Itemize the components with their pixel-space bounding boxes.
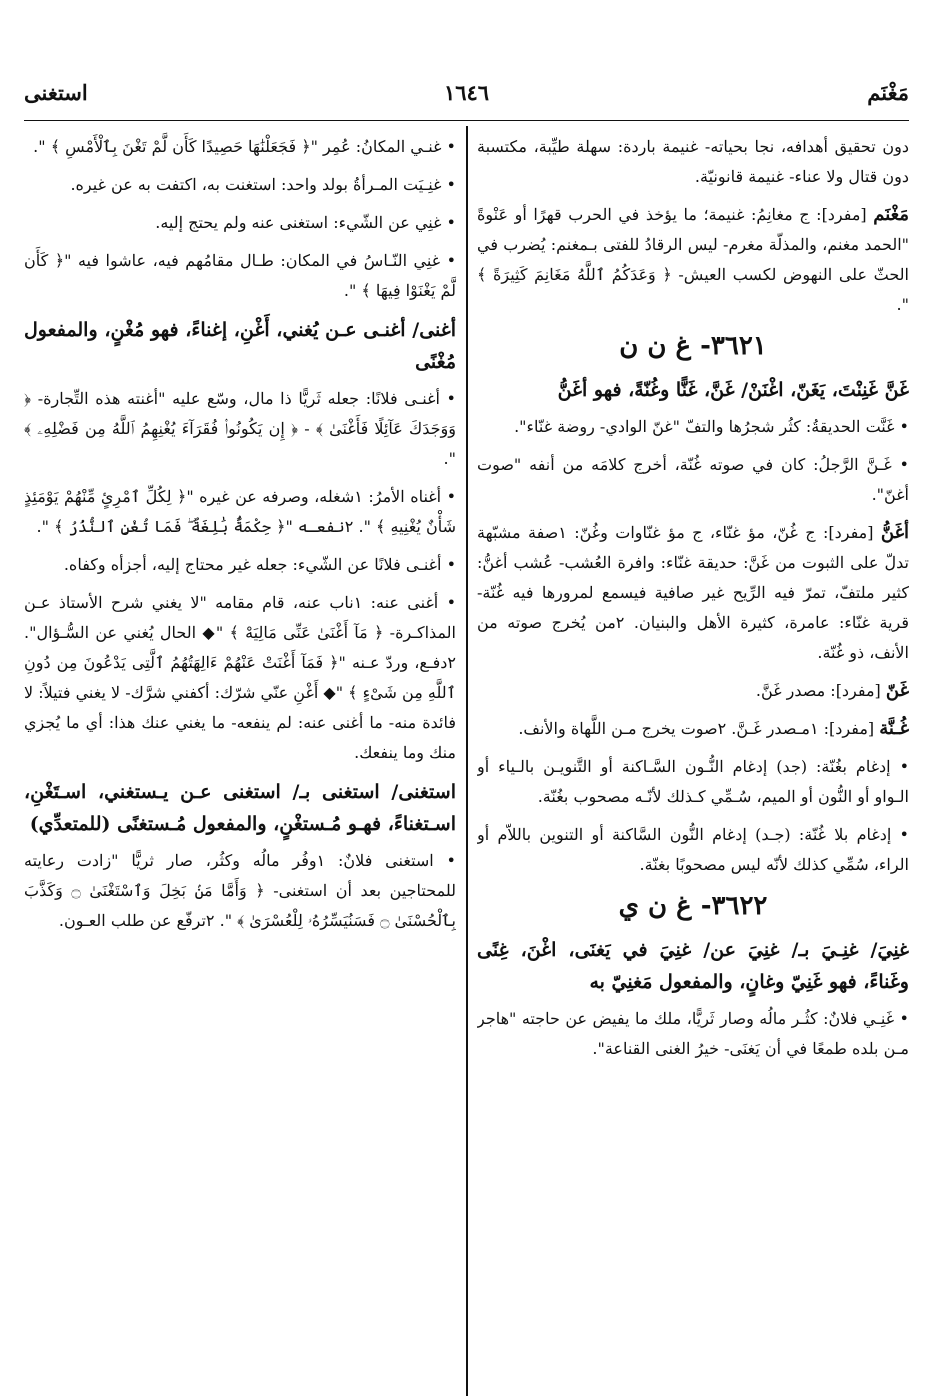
entry-headword: أغَنُّ <box>880 522 909 543</box>
definition-paragraph: • غَنَّت الحديقةُ: كثُر شجرُها والتفّ "غنّ الوادي- روضة غنّاء". <box>514 417 909 436</box>
definition-paragraph: دون تحقيق أهدافه، نجا بحياته- غنيمة باردة: سهلة طيِّبة، مكتسبة دون قتال ولا عناء- غنيمة قانونيّة. <box>477 137 909 186</box>
dictionary-entry <box>477 200 909 320</box>
definition-paragraph: • إدغام بغُنّة: (جد) إدغام النُّـون السَّـاكنة أو التَّنويـن بالـياء أو الـواو أو النُّون أو الميم، سُـمِّي كـذلك لأنّـه مصحوب بغُنّة. <box>477 757 909 806</box>
definition-paragraph: • أغنـى فلانًا عن الشّيء: جعله غير محتاج إليه، أجزأه وكفاه. <box>63 555 456 574</box>
verb-headline: غنِيَ/ غنِـيَ بـ/ غنِيَ عن/ غنِيَ في يَغنَى، اغْنَ، غِنًى وغَناءً، فهو غَنِيّ وغانٍ، والمفعول مَغنِيّ به <box>477 939 909 993</box>
header-first-word: مَغْنَم <box>867 80 909 105</box>
dictionary-entry <box>477 714 909 744</box>
definition-paragraph: • غنِـيَت المـرأةُ بولد واحد: استغنت به، اكتفت به عن غيره. <box>70 175 456 194</box>
definition-paragraph: • غنِي عن الشّيء: استغنى عنه ولم يحتج إليه. <box>155 213 456 232</box>
definition-paragraph: • غنِي النّـاسُ في المكان: طـال مقامُهم فيه، عاشوا فيه "﴿ كَأَن لَّمْ يَغْنَوْا فِيهَا ﴾ ". <box>24 251 456 300</box>
entry-headword: غُـنَّة <box>879 718 909 739</box>
entry-definition: [مفرد]: ج غُنّ، مؤ غنّاء، ج مؤ غنّاوات وغُنّ: ١صفة مشبّهة تدلّ على الثبوت من غَنَّ: حديقة غنّاء: وافرة العُشب- عُشب أغنُّ: كثير ملتفّ، تمرّ فيه الرِّيح غير صافية فيسمع لمرورها فيه غُنّة- قرية غنّاء: عامرة، كثيرة الأهل والبنيان. ٢من يُخرج صوته من الأنف، ذو غُنّة. <box>477 523 909 662</box>
entry-headword: مَغْنَم <box>873 204 909 225</box>
right-column <box>477 132 909 1377</box>
definition-paragraph: • استغنى فلانٌ: ١وفُر مالُه وكثُر، صار ثريًّا "زادت رعايته للمحتاجين بعد أن استغنى- ﴿ وَأَمَّا مَنۢ بَخِلَ وَٱسْتَغْنَىٰ ۝ وَكَذَّبَ بِٱلْحُسْنَىٰ ۝ فَسَنُيَسِّرُهُۥ لِلْعُسْرَىٰ ﴾ ". ٢ترفّع عن طلب العـون. <box>24 851 456 930</box>
definition-paragraph: • أغنـى فلانًا: جعله ثَريًّا ذا مال، وسّع عليه "أغنته هذه التِّجارة- ﴿ وَوَجَدَكَ عَآئِلًا فَأَغْنَىٰ ﴾ - ﴿ إِن يَكُونُوا۟ فُقَرَآءَ يُغْنِهِمُ ٱللَّهُ مِن فَضْلِهِۦ ﴾ ". <box>24 389 456 468</box>
verb-headline: غَنَّ غَنِنْتَ، يَغَنّ، اغْنَنْ/ غَنَّ، غَنًّا وغُنّةً، فهو أغَنُّ <box>557 379 909 401</box>
entry-definition: [مفرد]: مصدر غَنَّ. <box>755 681 886 700</box>
root-heading: ٣٦٢١- غ ن ن <box>619 331 767 361</box>
dictionary-entry <box>477 676 909 706</box>
entry-headword: غَنّ <box>885 680 909 701</box>
definition-paragraph: • غَـنَّ الرَّجلُ: كان في صوته غُنّة، أخرج كلامَه من أنفه "صوت أغنّ". <box>477 455 909 504</box>
entry-definition: [مفرد]: ج مغانِمُ: غنيمة؛ ما يؤخذ في الحرب قهرًا أو عَنْوةً "الحمد مغنم، والمذلّة مغرم- ليس الرقادُ للفتى بـمغنم: يُضرب في الحثّ على النهوض لكسب العيش- ﴿ وَعَدَكُمُ ٱللَّهُ مَغَانِمَ كَثِيرَةً ﴾ ". <box>477 205 909 314</box>
entry-definition: [مفرد]: ١مـصدر غَـنَّ. ٢صوت يخرج مـن اللَّهاة والأنف. <box>518 719 880 738</box>
definition-paragraph: • أغناه الأمرُ: ١شغله، وصرفه عن غيره "﴿ لِكُلِّ ٱمْرِئٍ مِّنْهُمْ يَوْمَئِذٍ شَأْنٌ يُغْنِيهِ ﴾ ". ٢نفعـه "﴿ حِكْمَةٌۢ بَٰلِغَةٌ ۖ فَمَا تُغْنِ ٱلنُّذُرُ ﴾ ". <box>24 487 456 536</box>
verb-headline: استغنى/ استغنى بـ/ استغنى عـن يـستغني، اسـتَغْنِ، اسـتغناءً، فهـو مُـستغْنٍ، والمفعول مُـستغنًى (للمتعدِّي) <box>24 781 456 835</box>
definition-paragraph: • غَنِـي فلانٌ: كثُـر مالُه وصار ثَريًّا، ملك ما يفيض عن حاجته "هاجر مـن بلده طمعًا في أن يَغنَى- خيرُ الغنى القناعة". <box>477 1009 909 1058</box>
header-last-word: استغنى <box>24 80 88 105</box>
root-heading: ٣٦٢٢- غ ن ي <box>618 891 768 921</box>
page-header <box>24 80 909 121</box>
definition-paragraph: • أغنى عنه: ١ناب عنه، قام مقامه "لا يغني شرح الأستاذ عـن المذاكـرة- ﴿ مَآ أَغْنَىٰ عَنِّى مَالِيَهْ ﴾ "◆ الحال يُغني عن السُّـؤال". ٢دفـع، وردّ عـنه "﴿ فَمَآ أَغْنَتْ عَنْهُمْ ءَالِهَتُهُمُ ٱلَّتِى يَدْعُونَ مِن دُونِ ٱللَّهِ مِن شَىْءٍ ﴾ "◆ أَغْنِ عنّي شرّك: أكفني شرَّك- لا يغني فتيلاً: لا فائدة منه- ما أغنى عنه: لم ينفعه- ما يغني عنك هذا: أي ما يُجزي منك وما ينفعك. <box>24 593 456 762</box>
verb-headline: أغنى/ أغنـى عـن يُغني، أَغْنِ، إغناءً، فهو مُغْنٍ، والمفعول مُغْنًى <box>24 319 456 373</box>
column-divider <box>466 126 468 1396</box>
dictionary-entry <box>477 518 909 668</box>
page-number: ١٦٤٦ <box>443 80 490 105</box>
left-column <box>24 132 456 1377</box>
definition-paragraph: • إدغام بلا غُنّة: (جـد) إدغام النُّون السَّاكنة أو التنوين باللاّم أو الراء، سُمِّي كذلك لأنّه ليس مصحوبًا بغنّة. <box>477 825 909 874</box>
definition-paragraph: • غنـي المكانُ: عُمِر "﴿ فَجَعَلْنَٰهَا حَصِيدًا كَأَن لَّمْ تَغْنَ بِٱلْأَمْسِ ﴾ ". <box>33 137 456 156</box>
